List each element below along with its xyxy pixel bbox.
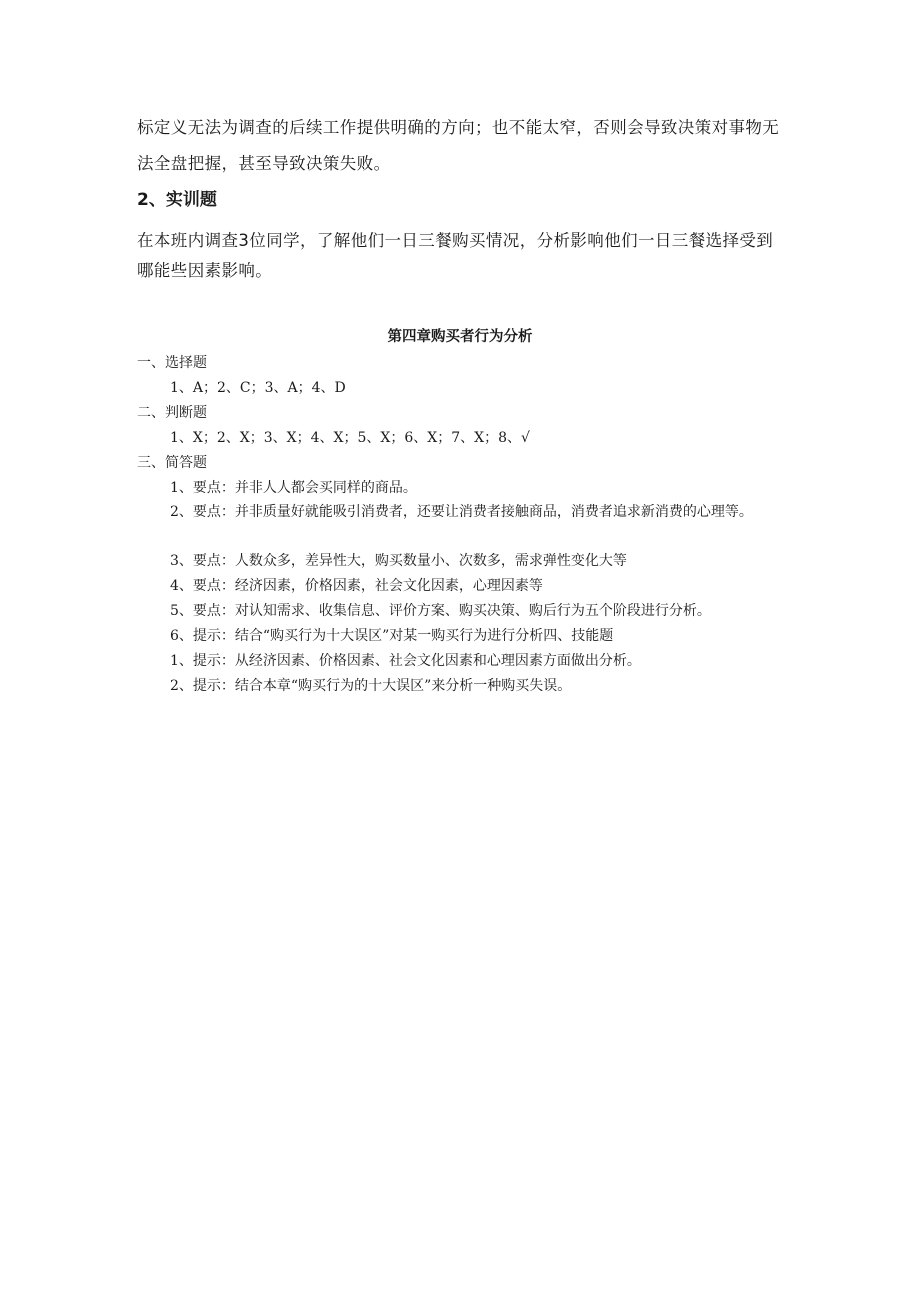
short-answer-item: 4、要点：经济因素，价格因素，社会文化因素，心理因素等 <box>170 578 543 594</box>
short-answer-item: 1、提示：从经济因素、价格因素、社会文化因素和心理因素方面做出分析。 <box>170 653 641 669</box>
short-answer-item: 5、要点：对认知需求、收集信息、评价方案、购买决策、购后行为五个阶段进行分析。 <box>170 603 711 619</box>
choice-answers: 1、A；2、C；3、A；4、D <box>170 380 346 396</box>
section-heading-short-answer: 三、简答题 <box>137 455 207 471</box>
short-answer-item: 2、要点：并非质量好就能吸引消费者，还要让消费者接触商品，消费者追求新消费的心理等。 <box>170 504 753 520</box>
short-answer-item: 2、提示：结合本章“购买行为的十大误区”来分析一种购买失误。 <box>170 678 572 694</box>
section-heading-choice: 一、选择题 <box>137 355 207 371</box>
practice-text: 在本班内调查3位同学，了解他们一日三餐购买情况，分析影响他们一日三餐选择受到哪能些因素影响。 <box>137 231 774 280</box>
short-answer-item: 1、要点：并非人人都会买同样的商品。 <box>170 480 417 496</box>
chapter-title: 第四章购买者行为分析 <box>387 328 533 345</box>
short-answer-item: 3、要点：人数众多，差异性大，购买数量小、次数多，需求弹性变化大等 <box>170 553 627 569</box>
practice-heading: 2、实训题 <box>137 190 217 210</box>
section-heading-judgement: 二、判断题 <box>137 405 207 421</box>
judgement-answers: 1、X；2、X；3、X；4、X；5、X；6、X；7、X；8、√ <box>170 430 530 446</box>
intro-paragraph: 标定义无法为调查的后续工作提供明确的方向；也不能太窄，否则会导致决策对事物无法全盘把握，甚至导致决策失败。 <box>137 118 780 173</box>
short-answer-item: 6、提示：结合“购买行为十大误区”对某一购买行为进行分析四、技能题 <box>170 628 614 644</box>
